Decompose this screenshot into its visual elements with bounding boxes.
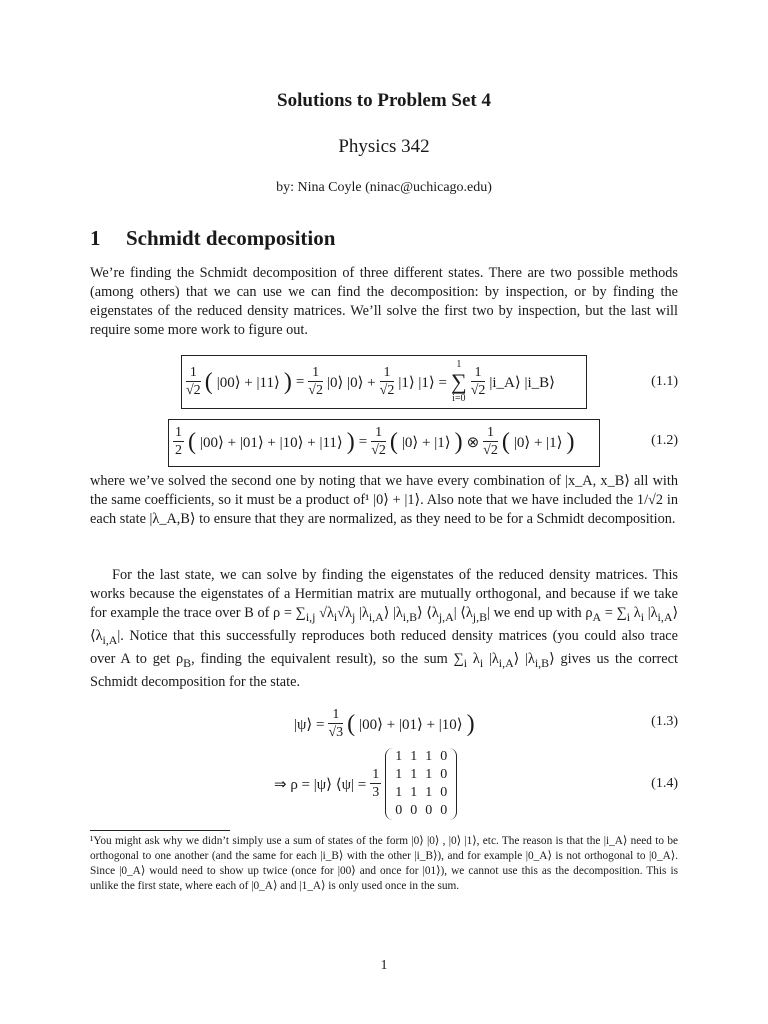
equation-number: (1.4) [651, 776, 678, 791]
method-paragraph: For the last state, we can solve by finding the eigenstates of the reduced density matrices. This works because the eigenstates of a Hermitian matrix are mutually orthogonal, and because if we take for example the trace over B of $\rho = \sum_{i,j}$ $√\lambda_i√\lambda_j$ $|\lambda_{i,A}⟩$ $|\lambda_{i,B}⟩$ $⟨\lambda_{j,A}|$ $⟨\lambda_{j,B}|$ we end up with $\rho_A = \sum_i$ $\lambda_i$ $|\lambda_{i,A}⟩$ $⟨\lambda_{i,A}|$. Notice that this successfully reproduces both reduced density matrices (you could also trace over A to get $\rho_B$, finding the equivalent result), so the sum $\sum_i$ $\lambda_i$ $|\lambda_{i,A}⟩$ $|\lambda_{i,B}⟩$ gives us the correct Schmidt decomposition for the state. [90, 567, 679, 690]
ket-sum: |00⟩ + |01⟩ + |10⟩ [359, 716, 463, 733]
ket-sum: |00⟩ + |11⟩ [216, 374, 280, 391]
course-name: Physics 342 [338, 136, 430, 157]
equation-number: (1.1) [651, 374, 678, 389]
section-heading [90, 226, 335, 251]
summation: 1 ∑ i=0 [451, 359, 467, 404]
equation-1-2: $\frac{1}{2}$ ( |00⟩ + |01⟩ + |10⟩ + |11⟩ ) = $\frac{1}{√2}$ ( |0⟩ + |1⟩ ) ⊗ $\frac{1}{√2}$ ( |0⟩ + |1⟩ ) [175, 424, 575, 458]
fraction: $\frac{1}{√2}$ [186, 364, 201, 398]
page-number: 1 [380, 958, 388, 973]
section-number: 1 [90, 226, 101, 250]
equation-number: (1.2) [651, 433, 678, 448]
author-line: by: Nina Coyle (ninac@uchicago.edu) [276, 180, 492, 195]
section-title: Schmidt decomposition [126, 226, 336, 250]
explanation-paragraph: where we’ve solved the second one by noting that we have every combination of |x_A, x_B⟩ all with the same coefficients, so it must be a product of¹ |0⟩ + |1⟩. Also note that we have included the 1/√2 in each state |λ_A,B⟩ to ensure that they are normalized, as they need to be for a Schmidt decomposition. [90, 473, 678, 527]
intro-paragraph: We’re finding the Schmidt decomposition of three different states. There are two possible methods (among others) that we can use we can find the decomposition: by inspection, or by finding the eigenstates of the reduced density matrices. We’ll solve the first two by inspection, but the last will require some more work to figure out. [90, 265, 678, 338]
ket-sum: |00⟩ + |01⟩ + |10⟩ + |11⟩ [200, 434, 343, 451]
density-matrix: 1 1 1 0 1 1 1 0 1 1 1 0 0 0 0 0 [385, 748, 457, 820]
document-title: Solutions to Problem Set 4 [277, 90, 491, 111]
footnote: ¹You might ask why we didn’t simply use a sum of states of the form |0⟩ |0⟩ , |0⟩ |1⟩, etc. The reason is that the |i_A⟩ need to be orthogonal to one another (and the same for each |i_B⟩ with the other |i_B⟩), and for example |0_A⟩ is not orthogonal to |0_A⟩. Since |0_A⟩ would need to show up twice (once for |00⟩ and once for |01⟩), we cannot use this as the decomposition. This is unlike the first state, where each of |0_A⟩ and |1_A⟩ is only used once in the sum. [90, 835, 678, 892]
equation-1-4: ⇒ ρ = |ψ⟩ ⟨ψ| = $\frac{1}{3}$ 1 1 1 0 1 1 1 0 1 1 1 0 0 0 0 0 [274, 746, 457, 822]
equation-1-1: $\frac{1}{√2}$ ( |00⟩ + |11⟩ ) = $\frac{1}{√2}$ |0⟩ |0⟩ + $\frac{1}{√2}$ |1⟩ |1⟩ = 1 ∑ i=0 $\frac{1}{√2}$ |i_A⟩ |i_B⟩ [186, 359, 556, 404]
equation-number: (1.3) [651, 714, 678, 729]
equation-1-3: |ψ⟩ = $\frac{1}{√3}$ ( |00⟩ + |01⟩ + |10⟩ ) [294, 706, 475, 740]
footnote-rule [90, 830, 230, 831]
